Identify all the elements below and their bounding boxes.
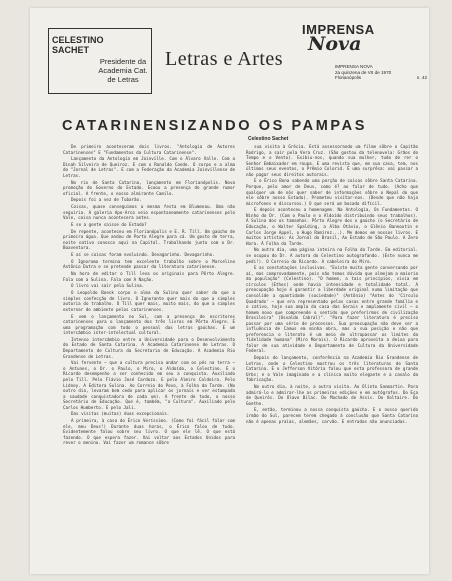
article-paragraph: Vai fervente — que a cultura precisa andar com os pés na terra — o Antunes, o Dr. o Paulo, o Miro, o Aldoído, o Celestino. E o Ricardo desempenho a ser conhecido em seu a conquista. Auxiliado pelo Till. Pelo Flávio José Cardozo. E pelo Almiro Caldeira. Pelo Lidney. A Editora Sulina. Ao Correio do Povo, à Folha da Tarde. (No outro dia, levaram bem cedo para aplicar os jornais e ver estampada a saudade conquistadora de cada um). A frente de tudo, o nosso Secretário de Educação. Que é, também, "a Cultura". Auxiliado pelo Carlos Humberto. E pelo Jali. (63, 360, 235, 410)
section-title: Letras e Artes (165, 48, 284, 70)
article-paragraph: O Leopoldo Boeck corpo e alma da Sulina quer saber do que a simples confecção de livro. O Ignorante quer mais do que a simples autoria do trabalho. O Till quer mais, muito mais, do que a simples externar de ambiente pelos catarinenses. (63, 290, 235, 312)
article-paragraph: Intenso intercâmbio entre a Universidade para o Desenvolvimento do Estado de Santa Catarina. A Academia Catarinense de Letras. O Departamento de Cultura da Secretaria de Educação. A Academia Rio Grandense de Letras. (63, 336, 235, 359)
article-paragraph: O livro vai sair pela Sulina. (71, 283, 145, 289)
article-paragraph: Coisas, quase conseguimos a mesma festa em Blumenau. Uma não seguiria. A galeria Apo-Arco veio espontaneamente catarinenses pelo Vale, coisa nunca acontecera antes. (63, 204, 235, 221)
article-paragraph: Depois do lançamento, conferência na Academia Rio Grandense de Letras, onde o Celestino mostrou os três literaturas de Santa Catarina. E o Jefferson Vitória falou que esta professora de grande Urbs; e o Vale imaginado e a clínica muito elegante e a cavalo da fabricação. (246, 355, 418, 383)
edition-city: Florianópolis (335, 75, 362, 81)
article-paragraph: E o Érico Bona sabendo uma porção de coisas sôbre Santa Catarina. Porque, pelo amor de Deus, como é? ao falar de tudo. (Acho que qualquer um de nós quer saber de informações sôbre o Nepal do que ele sôbre nosso Estado). Prometeu visitar-nos. (Desde que não haja microfones e discursos.) O que será um bocado difícil. (246, 178, 418, 206)
article-paragraph: No outro dia, à noite, a outra visita. Ao Olinto Sanmartin. Para admirá-lo e admirar-lhe as primeiras edições e em autógrafos. Do Eça de Queirós. Do Olavo Bilac. Do Machado de Assis. Do Voltaire. Do Goethe. (246, 384, 418, 406)
article-paragraph: Das visitas (muitas) duas excepcionais. (71, 411, 170, 417)
article-paragraph: Lançamento da Antologia em Joinville. Com o Álvaro Valle. Com a Dinah Silveira de Queiroz. E com o Ronaldo Conde. O corpo e a alma do "Jornal de Letras". E com a Federação da Academia Joinvillense de Letras. (63, 156, 235, 178)
edition-place-row (335, 75, 427, 81)
article-paragraph: E vem o lançamento no Sul, com a presença de escritores catarinenses para o lançamento dos três livros em Pôrto Alegre. E uma programação com todo o pessoal das letras gaúchas. E um intercâmbio inter-intelectual cultural. (63, 313, 235, 336)
author-box (48, 28, 152, 94)
article-paragraph: E, então, terminou a nossa conquista gaúcha. E o nosso querido irmão do Sul, parecem terem chegado à conclusão que Santa Catarina não é apenas praias, alemães, carvão. E entradas não anunciadas. (246, 407, 418, 424)
edition-number: n. 42 (416, 75, 427, 81)
edition-info (335, 64, 427, 81)
article-column-right (246, 144, 418, 425)
article-paragraph: E aí se coisas foram evoluindo. Devagarinho. Devagarinho. (71, 252, 215, 258)
article-paragraph: Depois foi a vez de Tubarão. (71, 197, 142, 203)
author-role: Presidente da Academia Cat. de Letras (98, 57, 148, 84)
newspaper-page (30, 8, 429, 574)
article-paragraph: sua visita à Grécia. Está assessorando um filme sôbre o Capitão Rodrigo, a saír pela Vera Cruz. (São gostou da telenovela: Grãos do Tempo e o Vento). Exibiu-nos, quando sua mulher, tudo de rer o Senhor Embaixador em roupa. E uma revista que, em sua casa, tem, nos últimos seus eventos, o Prêmio Colorid. É uma surprêsa: vai passar a não pagar seus direitos autorais. (246, 144, 418, 177)
article-paragraph: De primeiro aconteceram dois livros. "Antologia de Autores Catarinenses" E "Fundamentos da Cultura Catarinense". (63, 144, 235, 155)
article-paragraph: E as constatações inclusivas. "Existe muita gente conversando por aí, mas comprovadamente, pois não temos dúvida que almejam a maioria da população" (Celestino). "O homem, a tais princípios, vivia em círculos (Ethos) onde havia intensidade e totalidade total. A preocupação hoje é garantir a liberdade original numa limitação que consolide a quantidade (sociedade)" (Antônio) "Antes do 'Círculo Quadrado' — que era representado pelas casas entre grande família e o cativo, hoje sua ampla da casa das Gerais e amplamente civil — o homem novo que compreende o sentido que preferirmos de civilização Brasileira" (Osvaldo Cabral)". "Para fazer literatura é preciso passar por uma série de processos. Sua preocupação não deve ser a influência de Camus em minha obra, mas a sua posição e não que preferencia o literato é um meio de ultrapassar os limites da fidelidade humana" (Miro Morais). O Ricardo aproveita a deixa para falar de sua atividade e Departamento de Cultura da Universidade Federal. (246, 265, 418, 354)
edition-date: 2a quinzena de VII de 1970 (335, 69, 392, 75)
logo-script-text: Nova (308, 33, 362, 55)
edition-paper: IMPRENSA NOVA (335, 64, 373, 69)
article-paragraph: No outro dia, uma página inteira na Folha da Tarde. Em editorial. se ocupou do Dr. A autora do Celestino autografando. (Este nunca me pedi!). O Correio do Ricardo. A cabeleira do Miro. (246, 247, 418, 264)
author-name: CELESTINO SACHET (52, 35, 104, 55)
article-paragraph: Na hora de editar o Till leva os originais para Pôrto Alegre. Fala com a Sulina. Fala com A Nação. (63, 271, 235, 282)
article-paragraph: De repente, aconteceu em Florianópolis e E. R. Till. Um gaúcho de primeira água. Que andou de Porto Alegre para cá. Um gosto de terra, noite nativo conosco aqui na Capital. Trabalhando junto com o Dr. Boaventura. (63, 228, 235, 251)
article-paragraph: No rio de Santa Catarina, lançamento em Florianópolis. Nova promoção do Governo do Estado. Ecoou a presença do grande rumor oficial. A frente, o nosso almirante Camilo. (63, 179, 235, 196)
article-byline: Celestino Sachet (248, 136, 289, 142)
article-headline: CATARINENSIZANDO OS PAMPAS (62, 118, 367, 134)
article-paragraph: O Ignoramo termina tem excelente trabalho sobre o Marcelino Antônio Dutra e se pretende passar da literatura catarinense. (63, 258, 235, 270)
newspaper-logo (302, 22, 392, 66)
logo-top-text: IMPRENSA (302, 22, 375, 37)
article-paragraph: A primeira, à casa do Érico Veríssimo. (Como foi fácil falar com ele, meu Deus!) Durante duas horas, o Érico falou de tudo. Evidentemente falou sobre seu livro. O que ele lê. O que está fazendo. O que espera fazer. Vai voltar aos Estados Unidos para rever o menino. Vai fazer um romance sôbre (63, 418, 235, 446)
article-column-left (63, 144, 235, 447)
article-paragraph: E depois aconteceu a homenagem. Na Antologia, Os Fundamentos. O Ninho do Dr. (Com o Paulo e o Aldoído distribuindo seus trabalhos). A Sulina dos os tamanhos. Pôrto Alegre dos o gaúcho (o Secretário de Educação, o Walter Spalding, a Alba Otávio, o Glênio Bannoutin e Carlos Jorge Appel, o Hugo Ramírez...). Me demos em nossos livros. E muitos artistas: As Jornal do Brasil, Ao Estado de São Paulo. A Zero Hora. À Folha da Tarde. (246, 207, 418, 246)
article-paragraph: E se a gente saisse do Estado? (71, 222, 147, 228)
